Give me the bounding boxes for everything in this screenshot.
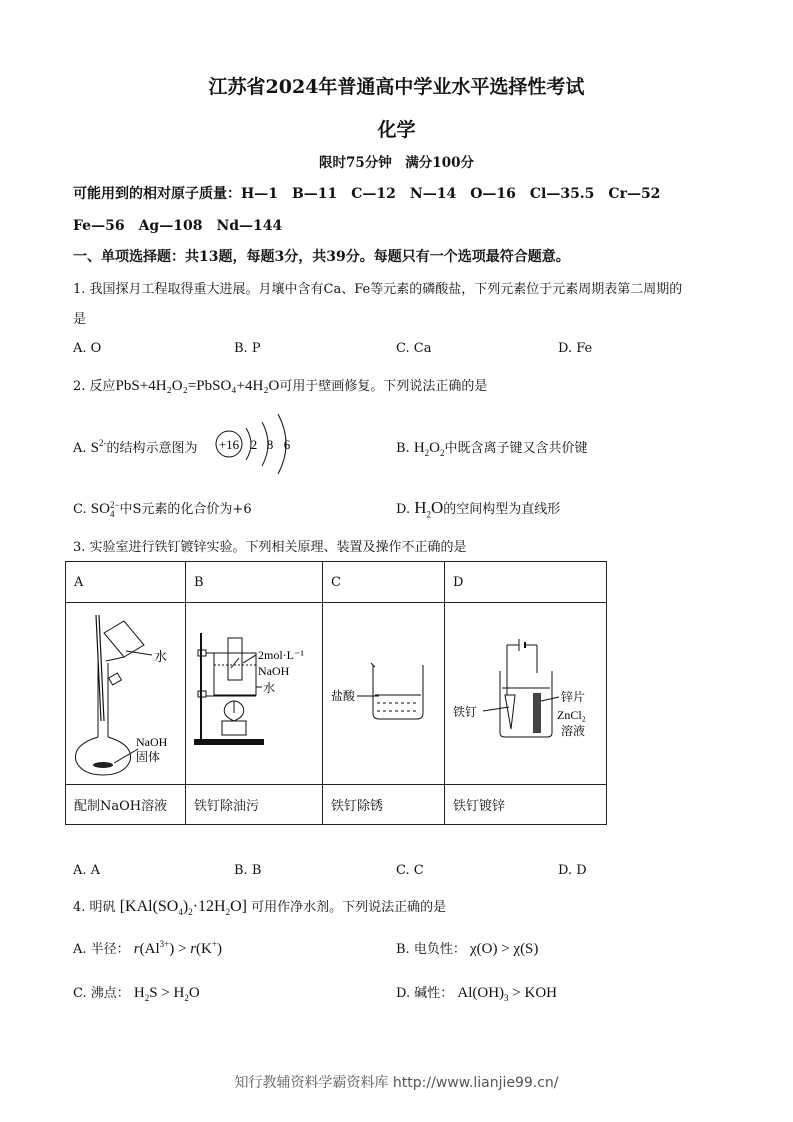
q2-stem — [73, 375, 487, 395]
paper-subject: 化学 — [377, 119, 416, 141]
shell-2-electrons: 8 — [266, 437, 274, 452]
electronegativity-comparison: χ(O) > χ(S) — [469, 941, 539, 957]
water-bath-apparatus — [186, 603, 322, 780]
q3-option-b: B. B — [234, 863, 262, 878]
q1-stem-line2: 是 — [73, 312, 87, 327]
q2-stem-tail: 可用于壁画修复。下列说法正确的是 — [279, 379, 488, 394]
atomic-masses-line2: Fe—56 Ag—108 Nd—144 — [73, 218, 283, 234]
beaker-acid-apparatus — [323, 603, 444, 780]
boiling-point-comparison: $H_2S > H_2O$ — [133, 985, 200, 1003]
time-score-limit: 限时75分钟 满分100分 — [319, 155, 474, 171]
q1-option-d: D. Fe — [558, 341, 593, 356]
q3-option-d: D. D — [558, 863, 587, 878]
label-water: 水 — [154, 649, 168, 664]
sulfate-formula: SO 2− 4 — [90, 499, 120, 519]
q3-option-a: A. A — [73, 863, 101, 878]
electroplating-apparatus — [445, 603, 606, 780]
basicity-comparison: $Al(OH)_3$ > KOH — [457, 985, 557, 1003]
label-hydrochloric-acid: 盐酸 — [331, 689, 356, 703]
q2-option-d: D. $H_2O$的空间构型为直线形 — [396, 498, 561, 520]
q3-stem: 3. 实验室进行铁钉镀锌实验。下列相关原理、装置及操作不正确的是 — [73, 540, 467, 555]
q4-option-a: A. 半径： $r(Al^{3+}) > r(K^+)$ — [73, 939, 222, 957]
label-naoh-b: NaOH — [258, 664, 290, 678]
label-water-b: 水 — [263, 681, 276, 695]
volumetric-flask-apparatus — [66, 603, 185, 780]
experiment-table — [65, 561, 607, 825]
label-solution: 溶液 — [561, 724, 586, 738]
caption-c: 铁钉除锈 — [323, 785, 445, 825]
radius-comparison: $r(Al^{3+}) > r(K^+)$ — [133, 939, 222, 957]
label-concentration: 2mol·L⁻¹ — [258, 648, 304, 662]
label-iron-nail: 铁钉 — [453, 705, 478, 719]
h2o2-formula: $H_2O_2$ — [413, 440, 445, 458]
nucleus-charge: +16 — [218, 437, 240, 452]
header-d: D — [445, 562, 607, 603]
label-naoh-a: NaOH — [136, 735, 168, 749]
header-b: B — [186, 562, 323, 603]
q2-option-b: B. $H_2O_2$中既含离子键又含共价键 — [396, 440, 588, 458]
s2-structure-diagram — [212, 408, 302, 480]
caption-d: 铁钉镀锌 — [445, 785, 607, 825]
section-heading: 一、单项选择题：共13题，每题3分，共39分。每题只有一个选项最符合题意。 — [73, 249, 570, 265]
header-c: C — [323, 562, 445, 603]
header-a: A — [66, 562, 186, 603]
q4-option-b: B. 电负性： χ(O) > χ(S) — [396, 941, 539, 957]
cell-d-image — [445, 603, 607, 785]
q1-option-a: A. O — [73, 341, 102, 356]
q2-number: 2. 反应 — [73, 379, 116, 394]
caption-b: 铁钉除油污 — [186, 785, 323, 825]
q4-stem: 4. 明矾 $[KAl(SO_4)_2\cdot 12H_2O]$ 可用作净水剂。下列说法正确的是 — [73, 898, 447, 918]
q1-stem-line1: 1. 我国探月工程取得重大进展。月壤中含有Ca、Fe等元素的磷酸盐，下列元素位于元素周期表第二周期的 — [73, 282, 683, 297]
paper-title: 江苏省2024年普通高中学业水平选择性考试 — [208, 76, 585, 98]
q4-option-c: C. 沸点： $H_2S > H_2O$ — [73, 985, 200, 1003]
label-zncl2: ZnCl₂ — [557, 708, 586, 722]
h2o-formula: $H_2O$ — [414, 498, 444, 520]
cell-a-image — [66, 603, 186, 785]
q2-option-c: C. SO 2− 4 中S元素的化合价为+6 — [73, 499, 252, 519]
atomic-masses-line1: 可能用到的相对原子质量：H—1 B—11 C—12 N—14 O—16 Cl—35.5 Cr—52 — [73, 186, 661, 202]
q3-option-c: C. C — [396, 863, 424, 878]
cell-b-image — [186, 603, 323, 785]
q2-option-a: A. $S^{2-}$的结构示意图为 — [73, 438, 198, 456]
shell-3-electrons: 6 — [283, 437, 291, 452]
caption-a: 配制NaOH溶液 — [66, 785, 186, 825]
footer-watermark: 知行教辅资料学霸资料库 http://www.lianjie99.cn/ — [234, 1075, 559, 1091]
q1-option-c: C. Ca — [396, 341, 432, 356]
label-solid: 固体 — [136, 750, 161, 764]
label-zinc-plate: 锌片 — [561, 690, 586, 704]
alum-formula: $[KAl(SO_4)_2\cdot 12H_2O]$ — [119, 898, 247, 918]
shell-1-electrons: 2 — [250, 437, 258, 452]
q1-option-b: B. P — [234, 341, 261, 356]
cell-c-image — [323, 603, 445, 785]
q2-equation: PbS+4H₂O₂=PbSO₄+4H₂O — [115, 378, 280, 394]
q4-option-d: D. 碱性： $Al(OH)_3$ > KOH — [396, 985, 557, 1003]
sulfide-ion: $S^{2-}$ — [90, 438, 107, 456]
